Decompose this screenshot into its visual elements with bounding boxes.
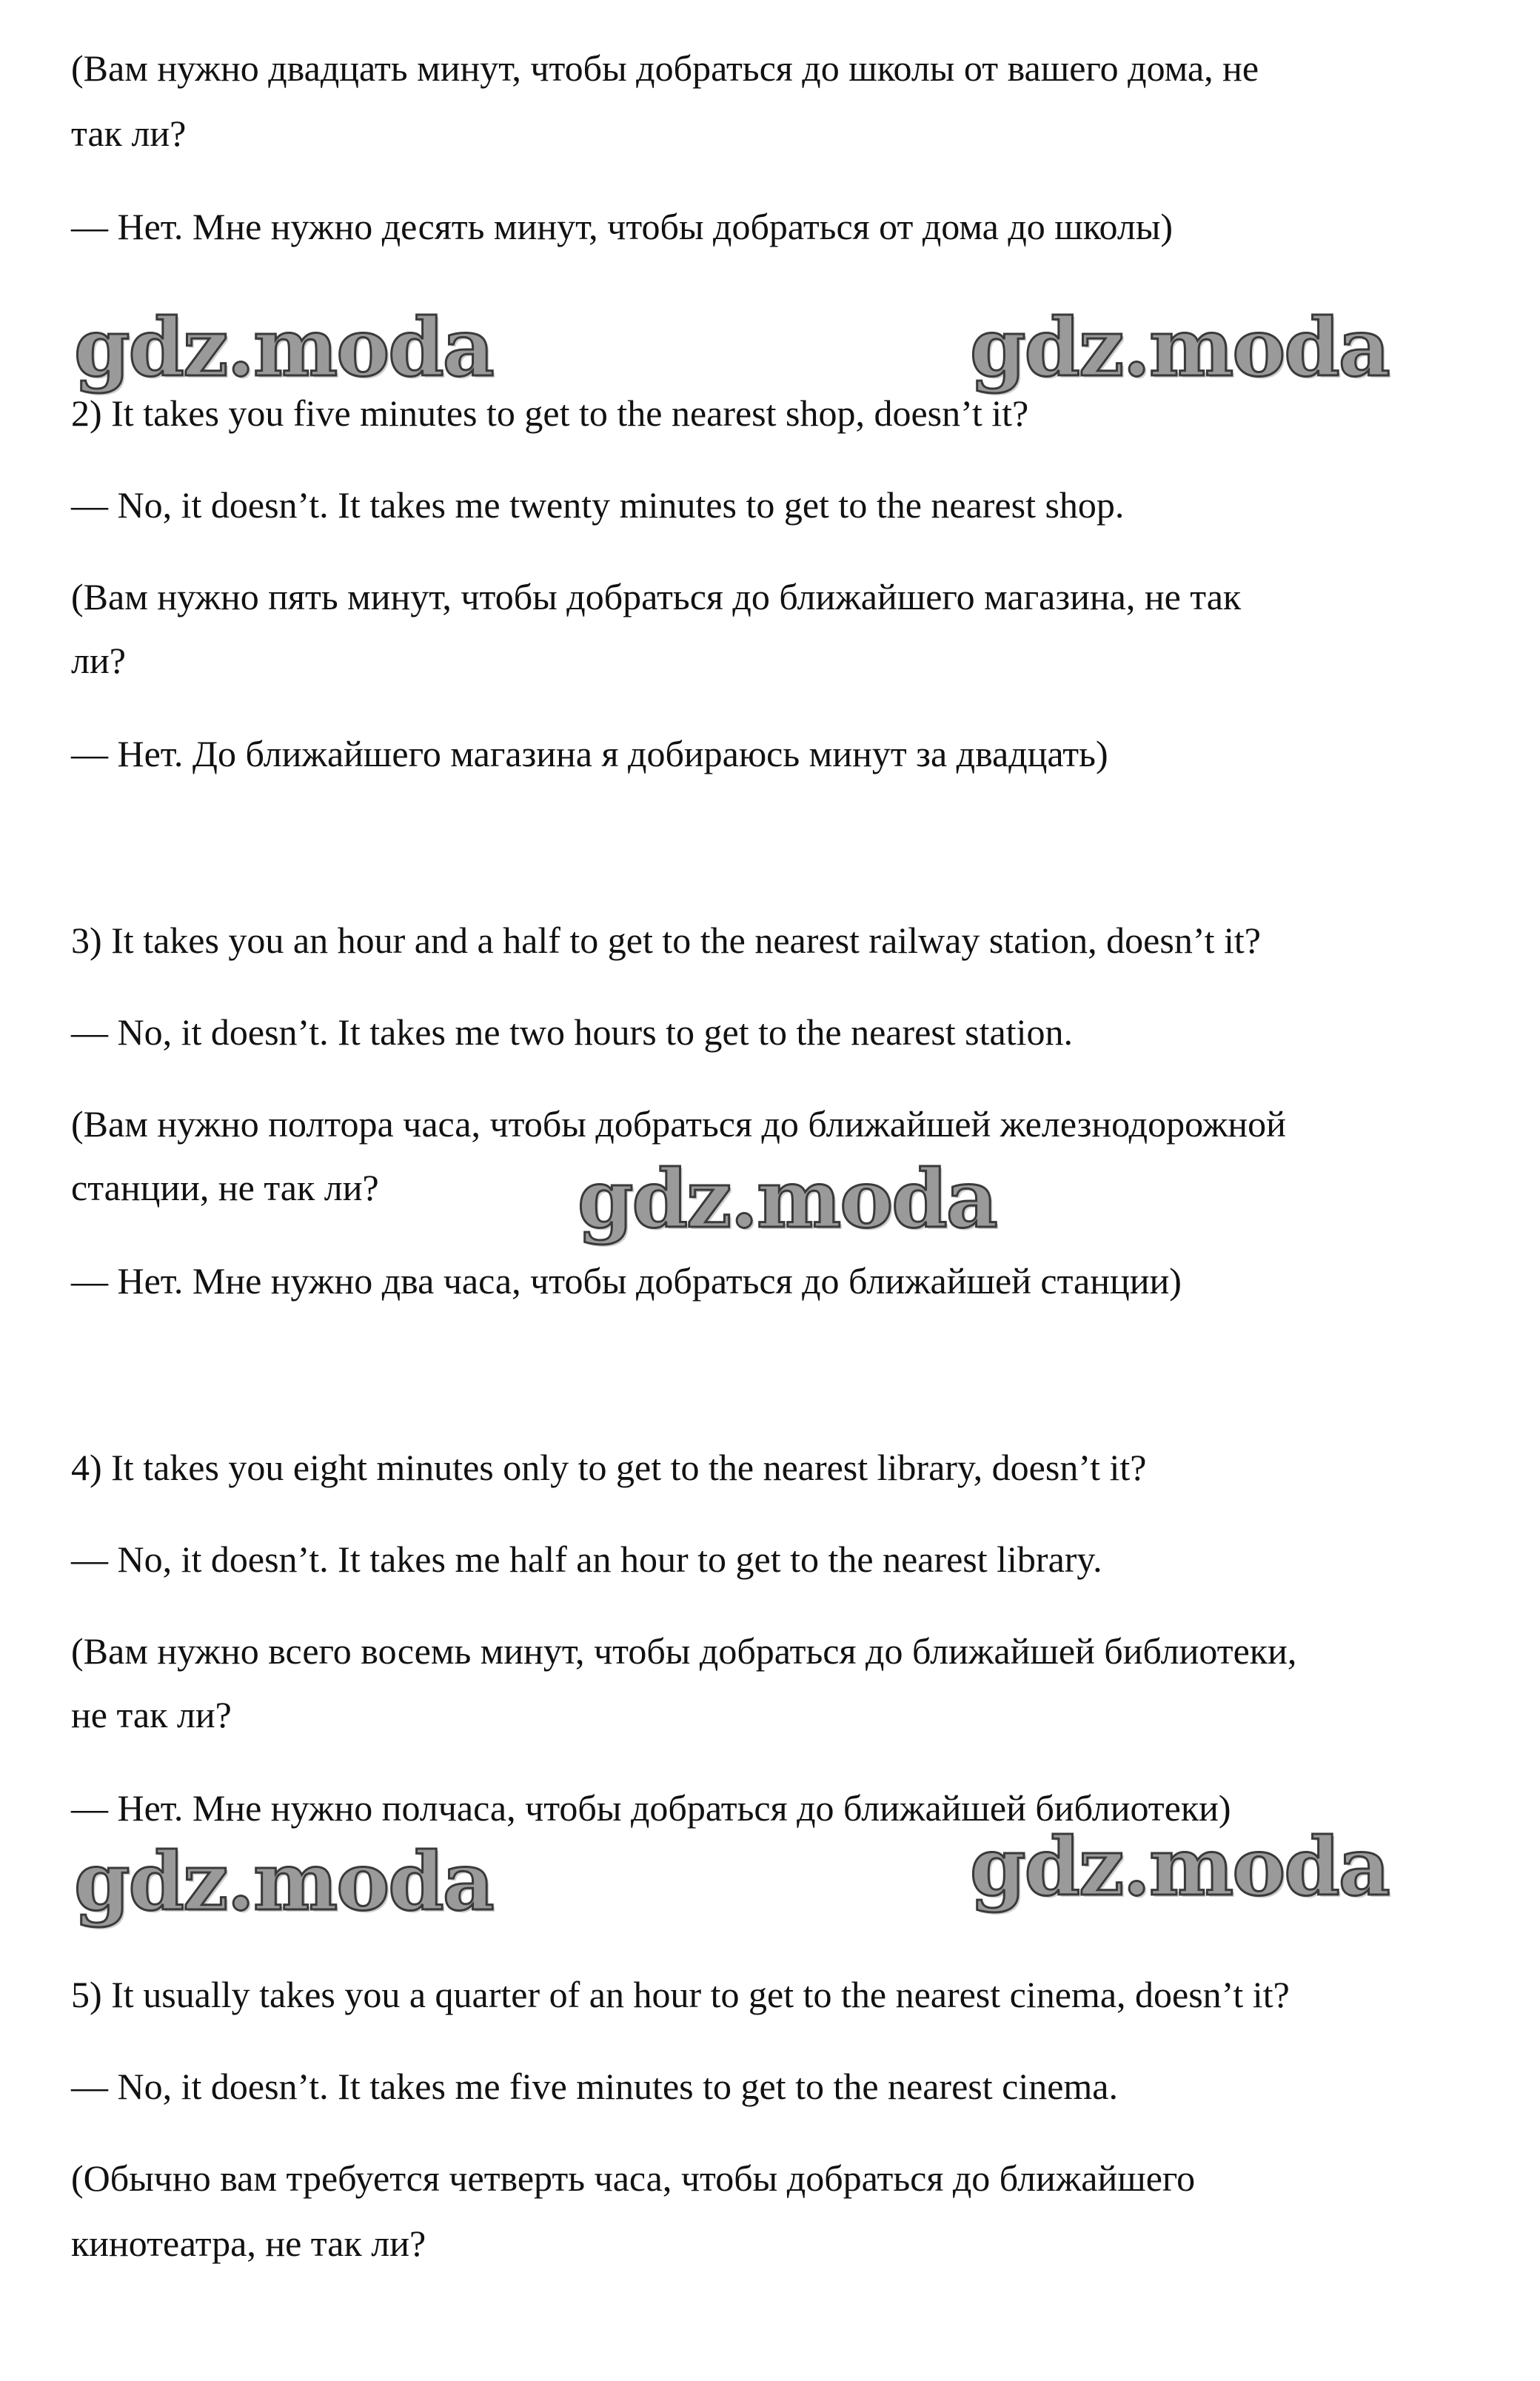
text-line: (Вам нужно полтора часа, чтобы добраться до ближайшей железнодорожной — [71, 1103, 1286, 1145]
text-line: ли? — [71, 640, 126, 681]
text-line: — Нет. До ближайшего магазина я добираюсь минут за двадцать) — [71, 733, 1108, 774]
text-line: — Нет. Мне нужно полчаса, чтобы добраться до ближайшей библиотеки) — [71, 1787, 1231, 1829]
text-line: — Нет. Мне нужно десять минут, чтобы добраться от дома до школы) — [71, 206, 1174, 247]
text-line: 5) It usually takes you a quarter of an hour to get to the nearest cinema, doesn’t it? — [71, 1974, 1290, 2015]
text-line: — Нет. Мне нужно два часа, чтобы добраться до ближайшей станции) — [71, 1260, 1182, 1302]
text-line: так ли? — [71, 113, 187, 154]
text-line: кинотеатра, не так ли? — [71, 2223, 426, 2264]
watermark: gdz.moda — [970, 301, 1389, 395]
watermark: gdz.moda — [970, 1821, 1389, 1914]
text-line: (Вам нужно двадцать минут, чтобы добраться до школы от вашего дома, не — [71, 47, 1259, 89]
text-line: — No, it doesn’t. It takes me twenty minutes to get to the nearest shop. — [71, 484, 1125, 526]
watermark: gdz.moda — [74, 1835, 493, 1929]
text-line: (Обычно вам требуется четверть часа, чтобы добраться до ближайшего — [71, 2157, 1196, 2199]
watermark: gdz.moda — [578, 1153, 997, 1246]
text-line: 3) It takes you an hour and a half to get to the nearest railway station, doesn’t it? — [71, 920, 1261, 961]
text-line: (Вам нужно пять минут, чтобы добраться до ближайшего магазина, не так — [71, 576, 1242, 617]
text-line: 2) It takes you five minutes to get to the nearest shop, doesn’t it? — [71, 392, 1029, 434]
text-line: — No, it doesn’t. It takes me five minutes to get to the nearest cinema. — [71, 2066, 1118, 2107]
text-line: (Вам нужно всего восемь минут, чтобы добраться до ближайшей библиотеки, — [71, 1630, 1297, 1672]
text-line: не так ли? — [71, 1694, 232, 1735]
text-line: — No, it doesn’t. It takes me half an hour to get to the nearest library. — [71, 1538, 1102, 1580]
watermark: gdz.moda — [74, 301, 493, 395]
text-line: — No, it doesn’t. It takes me two hours to get to the nearest station. — [71, 1011, 1074, 1053]
text-line: станции, не так ли? — [71, 1167, 379, 1208]
text-line: 4) It takes you eight minutes only to get to the nearest library, doesn’t it? — [71, 1447, 1147, 1488]
